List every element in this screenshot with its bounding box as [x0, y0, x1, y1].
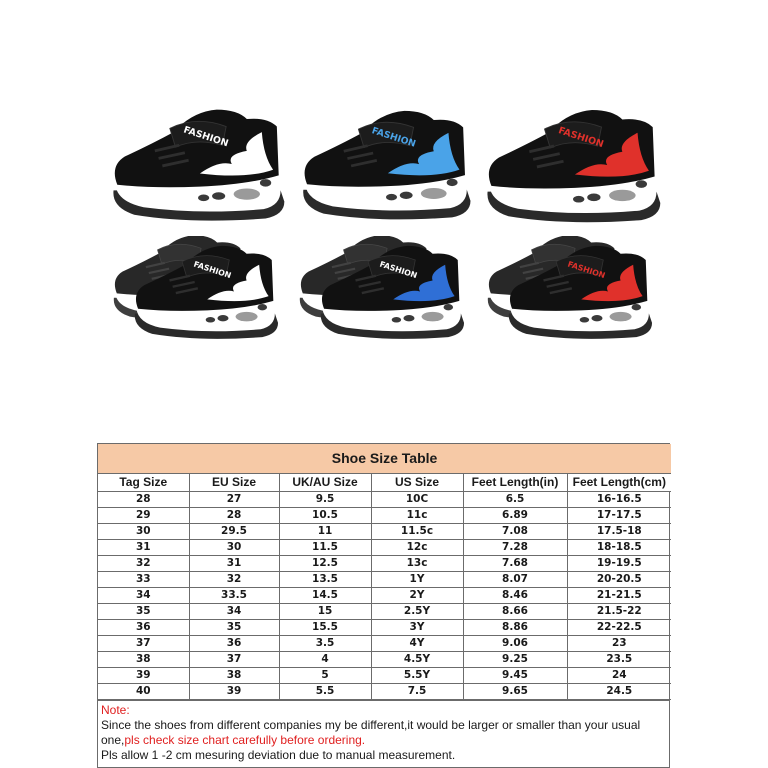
column-header-feet-length-cm: Feet Length(cm): [567, 473, 671, 491]
cell-tag-size: 33: [98, 571, 189, 587]
cell-us-size: 11.5c: [371, 523, 463, 539]
cell-uk-au-size: 4: [279, 651, 371, 667]
column-header-eu-size: EU Size: [189, 473, 279, 491]
cell-us-size: 7.5: [371, 683, 463, 699]
svg-text:FASHION: FASHION: [556, 125, 605, 151]
cell-eu-size: 29.5: [189, 523, 279, 539]
cell-us-size: 2Y: [371, 587, 463, 603]
cell-eu-size: 34: [189, 603, 279, 619]
cell-feet-length-in: 8.86: [463, 619, 567, 635]
product-image-black-white-pair: [104, 236, 290, 342]
table-row: [98, 571, 671, 587]
table-title: Shoe Size Table: [98, 444, 671, 473]
cell-uk-au-size: 5: [279, 667, 371, 683]
cell-feet-length-cm: 17.5-18: [567, 523, 671, 539]
cell-feet-length-cm: 24.5: [567, 683, 671, 699]
cell-eu-size: 38: [189, 667, 279, 683]
size-table: [98, 444, 671, 700]
cell-eu-size: 30: [189, 539, 279, 555]
column-header-feet-length-in: Feet Length(in): [463, 473, 567, 491]
sneaker-icon: [104, 104, 292, 226]
cell-uk-au-size: 14.5: [279, 587, 371, 603]
sneaker-icon: [480, 102, 666, 230]
cell-feet-length-in: 9.06: [463, 635, 567, 651]
cell-us-size: 13c: [371, 555, 463, 571]
cell-eu-size: 27: [189, 491, 279, 507]
note-line-3: Pls allow 1 -2 cm mesuring deviation due to manual measurement.: [101, 747, 456, 762]
cell-tag-size: 32: [98, 555, 189, 571]
cell-tag-size: 34: [98, 587, 189, 603]
cell-eu-size: 31: [189, 555, 279, 571]
cell-eu-size: 35: [189, 619, 279, 635]
cell-feet-length-cm: 16-16.5: [567, 491, 671, 507]
cell-tag-size: 31: [98, 539, 189, 555]
note-line-2-prefix: one,: [101, 732, 125, 747]
cell-uk-au-size: 13.5: [279, 571, 371, 587]
table-row: [98, 587, 671, 603]
product-image-black-blue-pair: [290, 236, 476, 342]
cell-us-size: 11c: [371, 507, 463, 523]
cell-feet-length-cm: 21.5-22: [567, 603, 671, 619]
svg-text:FASHION: FASHION: [192, 259, 233, 281]
cell-uk-au-size: 12.5: [279, 555, 371, 571]
sneaker-pair-icon: [104, 236, 290, 342]
cell-eu-size: 39: [189, 683, 279, 699]
cell-eu-size: 37: [189, 651, 279, 667]
cell-us-size: 5.5Y: [371, 667, 463, 683]
cell-feet-length-cm: 22-22.5: [567, 619, 671, 635]
cell-feet-length-cm: 20-20.5: [567, 571, 671, 587]
cell-tag-size: 36: [98, 619, 189, 635]
cell-eu-size: 36: [189, 635, 279, 651]
cell-tag-size: 28: [98, 491, 189, 507]
sneaker-pair-icon: [290, 236, 476, 342]
cell-uk-au-size: 15.5: [279, 619, 371, 635]
cell-uk-au-size: 10.5: [279, 507, 371, 523]
svg-text:FASHION: FASHION: [182, 124, 230, 150]
column-header-tag-size: Tag Size: [98, 473, 189, 491]
cell-tag-size: 30: [98, 523, 189, 539]
sneaker-icon: [296, 100, 476, 230]
cell-feet-length-in: 7.68: [463, 555, 567, 571]
cell-feet-length-in: 9.25: [463, 651, 567, 667]
table-row: [98, 491, 671, 507]
table-row: [98, 619, 671, 635]
cell-feet-length-in: 9.65: [463, 683, 567, 699]
cell-us-size: 2.5Y: [371, 603, 463, 619]
cell-us-size: 3Y: [371, 619, 463, 635]
cell-feet-length-in: 8.46: [463, 587, 567, 603]
table-row: [98, 635, 671, 651]
table-header-row: [98, 473, 671, 491]
cell-us-size: 1Y: [371, 571, 463, 587]
column-header-uk-au-size: UK/AU Size: [279, 473, 371, 491]
svg-text:FASHION: FASHION: [370, 125, 418, 150]
cell-us-size: 4Y: [371, 635, 463, 651]
cell-feet-length-in: 8.66: [463, 603, 567, 619]
cell-feet-length-cm: 23: [567, 635, 671, 651]
table-row: [98, 651, 671, 667]
cell-feet-length-in: 7.28: [463, 539, 567, 555]
cell-feet-length-cm: 19-19.5: [567, 555, 671, 571]
cell-feet-length-in: 8.07: [463, 571, 567, 587]
product-image-black-blue-single: [296, 100, 476, 230]
cell-feet-length-cm: 21-21.5: [567, 587, 671, 603]
note-line-2: [101, 733, 665, 748]
column-header-us-size: US Size: [371, 473, 463, 491]
sneaker-pair-icon: [478, 236, 664, 342]
product-image-black-white-single: [104, 104, 292, 226]
cell-feet-length-cm: 23.5: [567, 651, 671, 667]
cell-us-size: 12c: [371, 539, 463, 555]
cell-tag-size: 29: [98, 507, 189, 523]
cell-feet-length-cm: 17-17.5: [567, 507, 671, 523]
cell-eu-size: 28: [189, 507, 279, 523]
cell-feet-length-in: 6.89: [463, 507, 567, 523]
table-row: [98, 603, 671, 619]
cell-eu-size: 33.5: [189, 587, 279, 603]
size-note: [98, 700, 669, 767]
cell-tag-size: 35: [98, 603, 189, 619]
cell-tag-size: 39: [98, 667, 189, 683]
cell-feet-length-cm: 24: [567, 667, 671, 683]
table-row: [98, 555, 671, 571]
cell-feet-length-in: 6.5: [463, 491, 567, 507]
cell-feet-length-in: 7.08: [463, 523, 567, 539]
cell-uk-au-size: 3.5: [279, 635, 371, 651]
cell-tag-size: 38: [98, 651, 189, 667]
table-row: [98, 539, 671, 555]
cell-uk-au-size: 5.5: [279, 683, 371, 699]
note-heading: Note:: [101, 702, 130, 717]
product-image-black-red-single: [480, 102, 666, 230]
size-chart: [97, 443, 670, 768]
cell-uk-au-size: 15: [279, 603, 371, 619]
cell-uk-au-size: 9.5: [279, 491, 371, 507]
cell-feet-length-in: 9.45: [463, 667, 567, 683]
cell-us-size: 10C: [371, 491, 463, 507]
cell-uk-au-size: 11: [279, 523, 371, 539]
table-row: [98, 523, 671, 539]
table-row: [98, 507, 671, 523]
note-line-1: Since the shoes from different companies my be different,it would be larger or smaller than your usual: [101, 717, 641, 732]
cell-eu-size: 32: [189, 571, 279, 587]
svg-text:FASHION: FASHION: [378, 259, 419, 281]
table-row: [98, 683, 671, 699]
cell-tag-size: 37: [98, 635, 189, 651]
cell-tag-size: 40: [98, 683, 189, 699]
svg-text:FASHION: FASHION: [566, 259, 607, 281]
table-row: [98, 667, 671, 683]
cell-uk-au-size: 11.5: [279, 539, 371, 555]
cell-us-size: 4.5Y: [371, 651, 463, 667]
note-warning: pls check size chart carefully before ordering.: [124, 732, 366, 747]
product-image-black-red-pair: [478, 236, 664, 342]
cell-feet-length-cm: 18-18.5: [567, 539, 671, 555]
